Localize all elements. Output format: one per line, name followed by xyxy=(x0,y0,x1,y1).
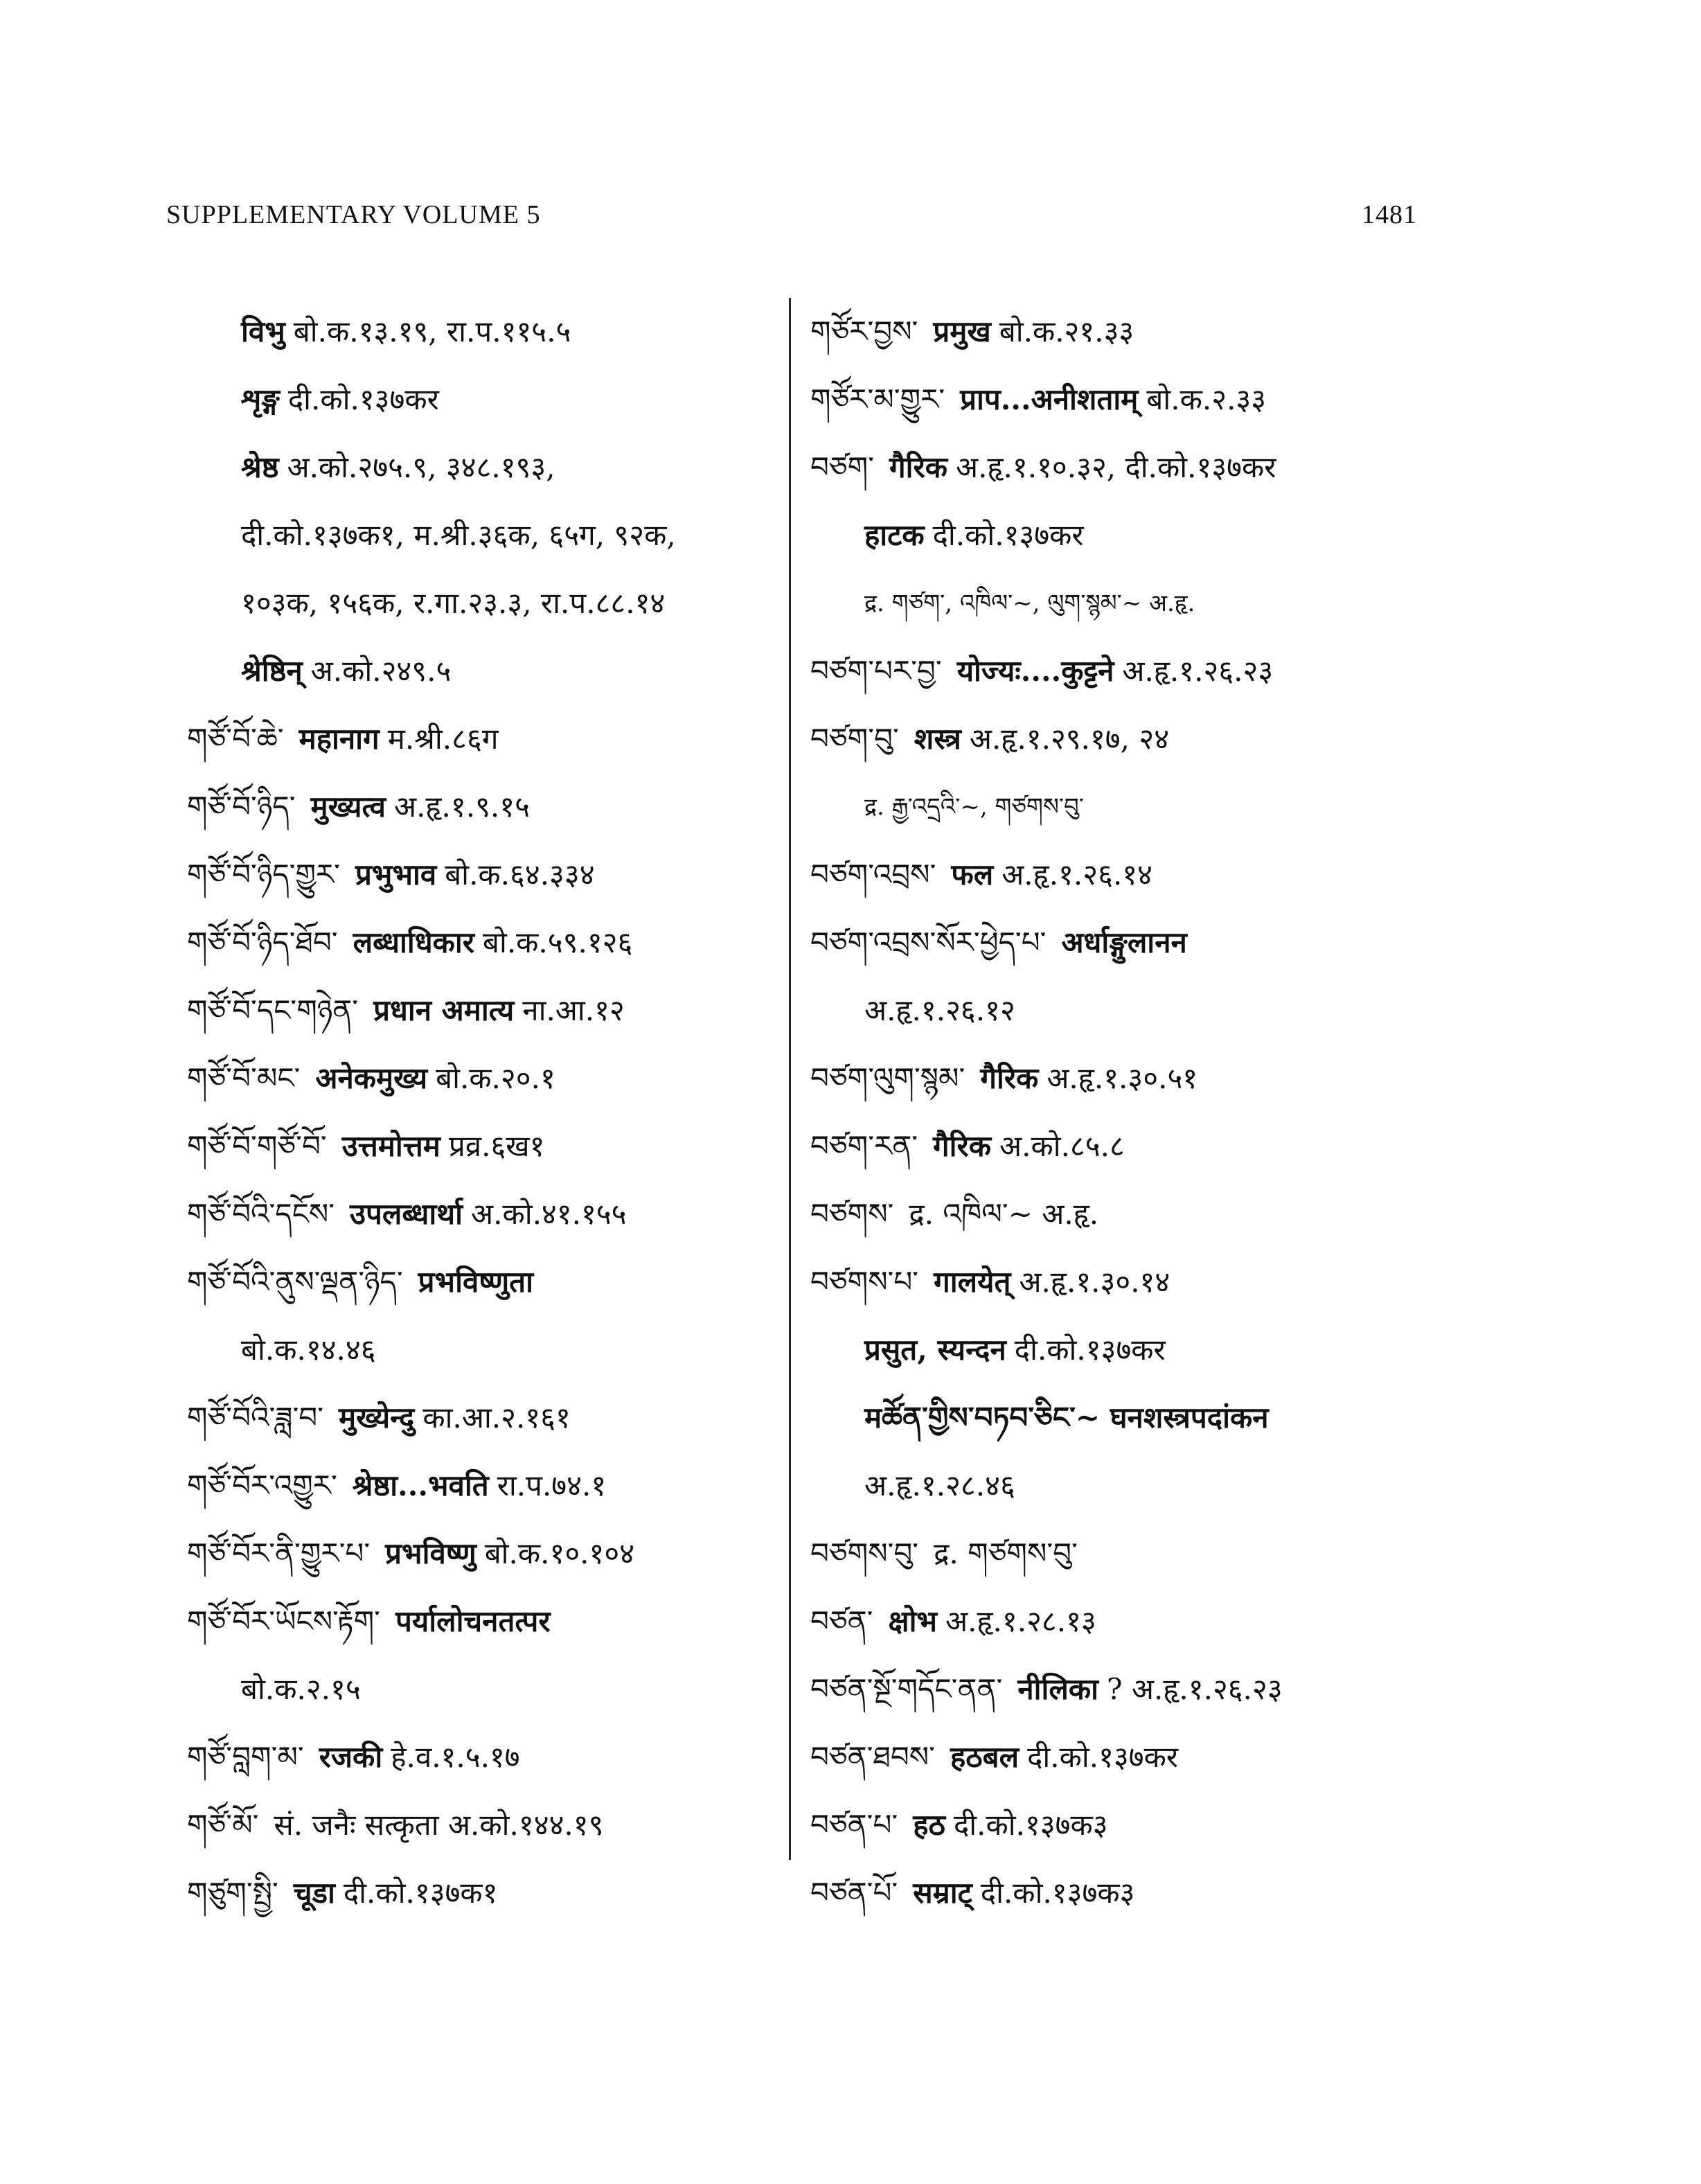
sanskrit-equivalent: अर्धाङ्गुलानन xyxy=(1061,925,1187,959)
dictionary-entry xyxy=(187,1859,776,1927)
source-reference: ना.आ.१२ xyxy=(522,993,625,1027)
dictionary-entry xyxy=(810,1588,1434,1655)
dictionary-entry xyxy=(187,909,776,977)
sanskrit-equivalent: चूडा xyxy=(293,1876,335,1910)
source-reference: दी.को.१३७क१, म.श्री.३६क, ६५ग, ९२क, xyxy=(241,518,676,552)
tibetan-headword: བཙགས་ xyxy=(810,1197,894,1231)
source-reference: बो.क.२१.३३ xyxy=(999,314,1134,348)
source-reference: बो.क.६४.३३४ xyxy=(445,858,595,891)
dictionary-entry xyxy=(810,434,1434,501)
source-reference: अ.को.२४९.५ xyxy=(310,654,452,688)
tibetan-headword: བཙན་ xyxy=(810,1604,873,1638)
source-reference: बो.क.१०.१०४ xyxy=(484,1536,635,1570)
dictionary-entry xyxy=(810,569,1434,637)
source-reference: अ.हृ.१.२६.२३ xyxy=(1122,654,1274,688)
dictionary-entry xyxy=(810,909,1434,977)
sanskrit-equivalent: प्रभविष्णुता xyxy=(418,1265,534,1299)
source-reference: दी.को.१३७कर xyxy=(932,518,1084,552)
dictionary-entry xyxy=(187,1791,776,1859)
sanskrit-equivalent: गालयेत् xyxy=(934,1265,1011,1299)
sanskrit-equivalent: हठ xyxy=(913,1808,945,1842)
tibetan-headword: བཙན་སྔོ་གདོང་ནན་ xyxy=(810,1672,1003,1706)
source-reference: द्र. རྒྱ་འདྲའི་~, གཙགས་བུ་ xyxy=(864,793,1084,821)
dictionary-entry xyxy=(810,1520,1434,1588)
tibetan-headword: གཙོ་བོར་ཡོངས་རྟོག་ xyxy=(187,1604,381,1638)
dictionary-entry xyxy=(810,977,1434,1045)
dictionary-entry xyxy=(187,1520,776,1588)
tibetan-headword: གཙོ་བོ་ཉིད་ཐོབ་ xyxy=(187,925,338,959)
source-reference: बो.क.२.३३ xyxy=(1146,382,1267,416)
tibetan-headword: གཙོ་བོའི་ཟླ་བ་ xyxy=(187,1401,324,1435)
sanskrit-equivalent: गैरिक xyxy=(980,1061,1039,1095)
tibetan-headword: བཙག་བུ་ xyxy=(810,722,899,756)
source-reference: बो.क.१४.४६ xyxy=(241,1333,376,1367)
sanskrit-equivalent: गैरिक xyxy=(933,1129,991,1163)
tibetan-headword: བཙག་ xyxy=(810,450,875,484)
dictionary-entry xyxy=(810,501,1434,569)
dictionary-entry xyxy=(187,434,776,501)
sanskrit-equivalent: प्रभविष्णु xyxy=(385,1536,477,1570)
source-reference: दी.को.१३७कर xyxy=(1014,1333,1166,1367)
tibetan-headword: གཙོ་བོ་མང་ xyxy=(187,1061,301,1095)
source-reference: अ.हृ.१.२६.१२ xyxy=(864,993,1015,1027)
dictionary-entry xyxy=(187,1316,776,1384)
tibetan-headword: གཙུག་སྤྱི་ xyxy=(187,1876,278,1910)
dictionary-entry xyxy=(187,1112,776,1180)
page-number: 1481 xyxy=(1362,200,1417,229)
source-reference: अ.हृ.१.२६.१४ xyxy=(1001,858,1152,891)
dictionary-entry xyxy=(187,705,776,773)
source-reference: अ.हृ.१.२८.१३ xyxy=(945,1604,1096,1638)
dictionary-entry xyxy=(810,1248,1434,1316)
source-reference: अ.को.४१.१५५ xyxy=(471,1197,627,1231)
dictionary-entry xyxy=(187,298,776,366)
source-reference: अ.हृ.१.२९.१७, २४ xyxy=(969,722,1170,756)
sanskrit-equivalent: महानाग xyxy=(299,722,380,756)
sanskrit-equivalent: हाटक xyxy=(864,518,925,552)
tibetan-headword: གཙོར་བྱས་ xyxy=(810,314,918,348)
source-reference: अ.हृ.१.१०.३२, दी.को.१३७कर xyxy=(956,450,1276,484)
dictionary-entry xyxy=(810,1112,1434,1180)
sanskrit-equivalent: श्रेष्ठ xyxy=(241,450,279,484)
dictionary-entry xyxy=(187,1723,776,1791)
source-reference: दी.को.१३७क१ xyxy=(343,1876,498,1910)
left-column xyxy=(187,298,776,1927)
running-title: SUPPLEMENTARY VOLUME 5 xyxy=(166,200,541,229)
sanskrit-equivalent: उपलब्धार्था xyxy=(350,1197,463,1231)
sanskrit-equivalent: प्रमुख xyxy=(933,314,991,348)
dictionary-entry xyxy=(810,1180,1434,1248)
source-reference: अ.हृ.१.२८.४६ xyxy=(864,1468,1015,1502)
tibetan-headword: བཙགས་པ་ xyxy=(810,1265,919,1299)
tibetan-headword: གཙོ་བོར་འགྱུར་ xyxy=(187,1468,337,1502)
sanskrit-equivalent: लब्धाधिकार xyxy=(353,925,474,959)
dictionary-entry xyxy=(810,705,1434,773)
tibetan-headword: བཙན་པ་ xyxy=(810,1808,898,1842)
source-reference: दी.को.१३७कर xyxy=(287,382,439,416)
dictionary-entry xyxy=(187,1588,776,1655)
dictionary-entry xyxy=(810,298,1434,366)
source-reference: का.आ.२.१६१ xyxy=(422,1401,571,1435)
tibetan-headword: གཙོ་བོ་ཆེ་ xyxy=(187,722,284,756)
sanskrit-equivalent: मཚོན་གྱིས་བཏབ་ཅིང་~ घनशस्त्रपदांकन xyxy=(864,1401,1269,1435)
sanskrit-equivalent: अनेकमुख्य xyxy=(315,1061,428,1095)
dictionary-entry xyxy=(187,773,776,841)
source-reference: अ.को.२७५.९, ३४८.१९३, xyxy=(287,450,555,484)
tibetan-headword: བཙན་ཐབས་ xyxy=(810,1740,935,1774)
source-reference: ? अ.हृ.१.२६.२३ xyxy=(1107,1672,1283,1706)
tibetan-headword: བཙག་འབྲས་ xyxy=(810,858,936,891)
tibetan-headword: གཙོ་བོའི་དངོས་ xyxy=(187,1197,335,1231)
sanskrit-equivalent: प्रसुत, स्यन्दन xyxy=(864,1333,1006,1367)
source-reference: प्रव्र.६ख१ xyxy=(448,1129,545,1163)
source-reference: बो.क.५९.१२६ xyxy=(482,925,633,959)
dictionary-entry xyxy=(187,569,776,637)
dictionary-entry xyxy=(187,501,776,569)
tibetan-headword: བཙན་པོ་ xyxy=(810,1876,898,1910)
dictionary-entry xyxy=(187,841,776,909)
sanskrit-equivalent: रजकी xyxy=(319,1740,383,1774)
sanskrit-equivalent: श्रेष्ठा...भवति xyxy=(352,1468,489,1502)
source-reference: द्र. གཙགས་བུ་ xyxy=(934,1536,1078,1570)
dictionary-entry xyxy=(810,637,1434,705)
sanskrit-equivalent: शृङ्ग xyxy=(241,382,280,416)
source-reference: बो.क.१३.१९, रा.प.११५.५ xyxy=(293,314,571,348)
tibetan-headword: བཙག་ལུག་སྙམ་ xyxy=(810,1061,965,1095)
tibetan-headword: གཙོ་བོ་དང་གཉེན་ xyxy=(187,993,359,1027)
sanskrit-equivalent: प्राप...अनीशताम् xyxy=(960,382,1139,416)
source-reference: द्र. གཙག་, འཁིལ་~, ལུག་སྙམ་~ अ.हृ. xyxy=(864,589,1195,617)
column-divider xyxy=(789,298,791,1860)
sanskrit-equivalent: मुख्येन्दु xyxy=(339,1401,415,1435)
sanskrit-equivalent: श्रेष्ठिन् xyxy=(241,654,303,688)
source-reference: म.श्री.८६ग xyxy=(387,722,499,756)
dictionary-entry xyxy=(810,1655,1434,1723)
dictionary-entry xyxy=(187,637,776,705)
tibetan-headword: གཙོ་བོ་ཉིད་ xyxy=(187,790,296,824)
tibetan-headword: གཙོ་བོའི་ནུས་ལྡན་ཉིད་ xyxy=(187,1265,403,1299)
dictionary-entry xyxy=(187,1655,776,1723)
sanskrit-equivalent: योज्यः....कुट्टने xyxy=(956,654,1114,688)
sanskrit-equivalent: पर्यालोचनतत्पर xyxy=(395,1604,551,1638)
sanskrit-equivalent: शस्त्र xyxy=(914,722,961,756)
source-reference: बो.क.२.१५ xyxy=(241,1672,361,1706)
dictionary-entry xyxy=(187,1045,776,1112)
source-reference: दी.को.१३७कर xyxy=(1027,1740,1179,1774)
dictionary-entry xyxy=(810,1452,1434,1520)
source-reference: अ.हृ.१.३०.१४ xyxy=(1019,1265,1170,1299)
tibetan-headword: གཙོ་བླག་མ་ xyxy=(187,1740,304,1774)
tibetan-headword: བཙགས་བུ་ xyxy=(810,1536,919,1570)
page-header xyxy=(166,199,1417,230)
dictionary-entry xyxy=(187,977,776,1045)
source-reference: दी.को.१३७क३ xyxy=(980,1876,1135,1910)
dictionary-entry xyxy=(187,1452,776,1520)
dictionary-entry xyxy=(810,366,1434,434)
dictionary-entry xyxy=(810,1316,1434,1384)
dictionary-entry xyxy=(187,1180,776,1248)
dictionary-entry xyxy=(810,773,1434,841)
source-reference: १०३क, १५६क, र.गा.२३.३, रा.प.८८.१४ xyxy=(241,586,666,620)
dictionary-entry xyxy=(810,1791,1434,1859)
sanskrit-equivalent: विभु xyxy=(241,314,285,348)
sanskrit-equivalent: उत्तमोत्तम xyxy=(341,1129,440,1163)
sanskrit-equivalent: प्रभुभाव xyxy=(355,858,437,891)
dictionary-entry xyxy=(810,1384,1434,1452)
sanskrit-equivalent: प्रधान अमात्य xyxy=(373,993,515,1027)
sanskrit-equivalent: क्षोभ xyxy=(888,1604,937,1638)
right-column xyxy=(810,298,1434,1927)
sanskrit-equivalent: हठबल xyxy=(950,1740,1019,1774)
dictionary-entry xyxy=(810,1723,1434,1791)
source-reference: हे.व.१.५.१७ xyxy=(391,1740,520,1774)
tibetan-headword: གཙོ་བོ་ཉིད་གྱུར་ xyxy=(187,858,341,891)
source-reference: सं. जनैः सत्कृता अ.को.१४४.१९ xyxy=(274,1808,604,1842)
source-reference: बो.क.२०.१ xyxy=(436,1061,555,1095)
source-reference: रा.प.७४.१ xyxy=(497,1468,607,1502)
dictionary-entry xyxy=(187,1384,776,1452)
dictionary-entry xyxy=(187,366,776,434)
tibetan-headword: བཙག་པར་བྱ་ xyxy=(810,654,942,688)
dictionary-entry xyxy=(810,1859,1434,1927)
sanskrit-equivalent: सम्राट् xyxy=(913,1876,972,1910)
tibetan-headword: གཙོ་བོར་ནི་གྱུར་པ་ xyxy=(187,1536,371,1570)
tibetan-headword: གཙོ་བོ་གཙོ་བོ་ xyxy=(187,1129,327,1163)
tibetan-headword: བཙག་འབྲས་སོར་ཕྱེད་པ་ xyxy=(810,925,1047,959)
dictionary-entry xyxy=(810,1045,1434,1112)
tibetan-headword: གཙོར་མ་གྱུར་ xyxy=(810,382,945,416)
dictionary-entry xyxy=(187,1248,776,1316)
source-reference: दी.को.१३७क३ xyxy=(953,1808,1108,1842)
sanskrit-equivalent: गैरिक xyxy=(889,450,947,484)
source-reference: द्र. འཁིལ་~ अ.हृ. xyxy=(909,1197,1099,1231)
source-reference: अ.हृ.१.३०.५१ xyxy=(1047,1061,1198,1095)
sanskrit-equivalent: मुख्यत्व xyxy=(310,790,386,824)
source-reference: अ.को.८५.८ xyxy=(999,1129,1125,1163)
source-reference: अ.हृ.१.९.१५ xyxy=(393,790,530,824)
sanskrit-equivalent: नीलिका xyxy=(1017,1672,1099,1706)
dictionary-entry xyxy=(810,841,1434,909)
tibetan-headword: བཙག་རན་ xyxy=(810,1129,918,1163)
sanskrit-equivalent: फल xyxy=(951,858,994,891)
tibetan-headword: གཙོ་མོ་ xyxy=(187,1808,259,1842)
